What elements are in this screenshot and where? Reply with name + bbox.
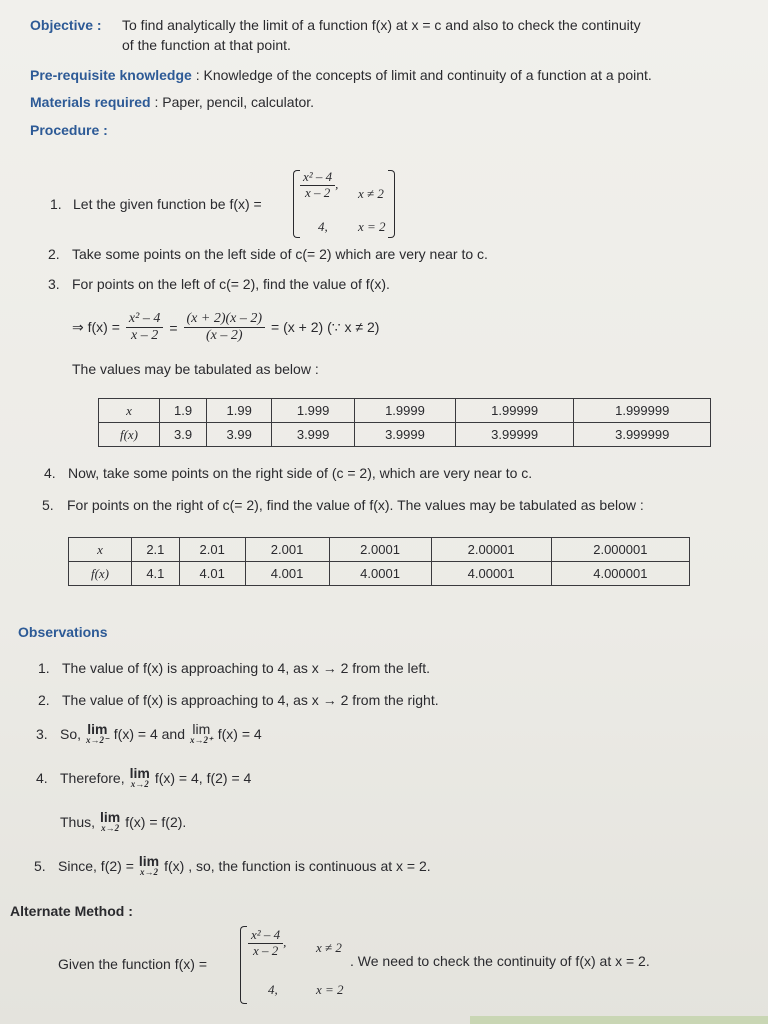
step1-case1-num: x² – 4: [300, 170, 335, 186]
table-cell: 3.9: [160, 423, 207, 447]
table-cell: f(x): [69, 562, 132, 586]
obs4-lim-sub: x→2: [130, 779, 149, 789]
table-row: [69, 562, 690, 586]
thus-lim-word: lim: [100, 809, 121, 825]
table-cell: x: [69, 538, 132, 562]
step4-num: 4.: [44, 465, 56, 481]
prerequisite-label: Pre-requisite knowledge: [30, 67, 192, 83]
materials-row: [30, 94, 314, 110]
table-cell: 1.99: [207, 399, 272, 423]
table-cell: x: [99, 399, 160, 423]
thus-lim-sub: x→2: [101, 823, 120, 833]
obs3-lim2-word: lim: [192, 721, 211, 737]
obs5-num: 5.: [34, 858, 46, 874]
obs3-line: [60, 722, 262, 745]
thus-post: f(x) = f(2).: [125, 814, 187, 830]
table-row: [69, 538, 690, 562]
obs3-post: f(x) = 4: [217, 726, 262, 742]
derivation-f1-den: x – 2: [131, 328, 159, 344]
obs4-pre: Therefore,: [60, 770, 125, 786]
alternate-label: Alternate Method :: [10, 903, 133, 919]
alternate-brace: [240, 926, 247, 1004]
obs3-pre: So,: [60, 726, 82, 742]
table-cell: 2.0001: [329, 538, 431, 562]
tabulated-left-text: The values may be tabulated as below :: [72, 361, 319, 377]
obs2-text: The value of f(x) is approaching to 4, as x → 2 from the right.: [62, 692, 439, 708]
alternate-after: . We need to check the continuity of f(x) at x = 2.: [350, 953, 650, 969]
step1-left-brace: [293, 170, 300, 238]
materials-label: Materials required: [30, 94, 151, 110]
step3-num: 3.: [48, 276, 60, 292]
obs5-lim-sub: x→2: [139, 867, 158, 877]
derivation-eq: =: [169, 319, 178, 336]
obs4-post: f(x) = 4, f(2) = 4: [154, 770, 252, 786]
step1-right-brace: [388, 170, 395, 238]
derivation-line: [72, 311, 379, 344]
table-left: [98, 398, 711, 447]
obs3-num: 3.: [36, 726, 48, 742]
step1-case1-fraction: $\frac{\text{x² – 4}}{x - 2}$ ,: [300, 170, 338, 201]
table-cell: 1.9999: [355, 399, 456, 423]
step1-case1-cond: x ≠ 2: [358, 186, 384, 201]
obs2-num: 2.: [38, 692, 50, 708]
table-cell: 1.999999: [574, 399, 711, 423]
table-cell: 3.99999: [455, 423, 574, 447]
step1-case2-val: 4,: [318, 219, 328, 234]
step2-num: 2.: [48, 246, 60, 262]
table-cell: 1.999: [272, 399, 355, 423]
table-cell: f(x): [99, 423, 160, 447]
table-cell: 2.01: [179, 538, 245, 562]
objective-line2: of the function at that point.: [122, 37, 291, 53]
table-cell: 1.9: [160, 399, 207, 423]
table-cell: 4.0001: [329, 562, 431, 586]
table-row: [99, 423, 711, 447]
table-cell: 2.000001: [551, 538, 689, 562]
obs4-lim-word: lim: [129, 765, 150, 781]
observations-label: Observations: [18, 624, 108, 640]
table-cell: 3.99: [207, 423, 272, 447]
obs5-lim-word: lim: [138, 853, 160, 869]
step5-text: For points on the right of c(= 2), find the value of f(x). The values may be tabulated as below :: [67, 497, 644, 513]
alternate-case2-cond: x = 2: [316, 982, 344, 997]
table-cell: 3.9999: [355, 423, 456, 447]
obs3-mid: f(x) = 4 and: [113, 726, 185, 742]
alternate-case2-val: 4,: [268, 982, 278, 997]
table-cell: 3.999999: [574, 423, 711, 447]
table-row: [99, 399, 711, 423]
step5-num: 5.: [42, 497, 54, 513]
obs1-text: The value of f(x) is approaching to 4, as x → 2 from the left.: [62, 660, 431, 676]
table-cell: 3.999: [272, 423, 355, 447]
obs5-pre: Since, f(2) =: [58, 858, 134, 874]
obs5-post: f(x) , so, the function is continuous at x = 2.: [164, 858, 431, 874]
derivation-lhs: ⇒ f(x) =: [72, 319, 120, 336]
table-cell: 1.99999: [455, 399, 574, 423]
obs3-lim2-sub: x→2⁺: [189, 735, 213, 745]
table-cell: 2.00001: [431, 538, 551, 562]
procedure-label: Procedure :: [30, 122, 108, 138]
materials-text: : Paper, pencil, calculator.: [154, 94, 315, 110]
step4-text: Now, take some points on the right side of (c = 2), which are very near to c.: [68, 465, 533, 481]
table-right: [68, 537, 690, 586]
alternate-text: Given the function f(x) =: [58, 956, 208, 972]
table-cell: 4.000001: [551, 562, 689, 586]
step1-case1-den: x – 2: [304, 184, 331, 200]
table-cell: 4.1: [132, 562, 180, 586]
step1-case2-cond: x = 2: [358, 219, 386, 234]
objective-line1: To find analytically the limit of a function f(x) at x = c and also to check the continuity: [122, 17, 641, 33]
step2-text: Take some points on the left side of c(= 2) which are very near to c.: [72, 246, 488, 262]
derivation-f1-num: x² – 4: [126, 311, 163, 328]
alternate-case1-cond: x ≠ 2: [316, 940, 342, 955]
table-cell: 4.00001: [431, 562, 551, 586]
obs5-line: [58, 854, 431, 877]
step1-text: Let the given function be f(x) =: [73, 196, 262, 212]
thus-line: [60, 810, 186, 833]
derivation-f2-num: (x + 2)(x – 2): [184, 311, 266, 328]
obs3-lim1-word: lim: [87, 721, 108, 737]
obs4-num: 4.: [36, 770, 48, 786]
prerequisite-text: : Knowledge of the concepts of limit and continuity of a function at a point.: [195, 67, 652, 83]
alternate-case1-den: x – 2: [252, 942, 279, 958]
obs3-lim1-sub: x→2⁻: [86, 735, 109, 745]
step3-text: For points on the left of c(= 2), find the value of f(x).: [72, 276, 390, 292]
thus-pre: Thus,: [60, 814, 96, 830]
table-cell: 4.001: [245, 562, 329, 586]
table-cell: 4.01: [179, 562, 245, 586]
prerequisite-row: [30, 67, 652, 83]
derivation-rhs: = (x + 2) (∵ x ≠ 2): [271, 319, 380, 336]
page-edge-strip: [470, 1016, 768, 1024]
obs1-num: 1.: [38, 660, 50, 676]
derivation-f2-den: (x – 2): [206, 328, 243, 344]
alternate-case1-num: x² – 4: [248, 928, 283, 944]
alternate-case1-fraction: $\frac{\text{x² – 4}}{x - 2}$ ,: [248, 928, 286, 959]
table-cell: 2.001: [245, 538, 329, 562]
objective-label: Objective :: [30, 17, 102, 33]
obs4-line: [60, 766, 251, 789]
step1-num: 1.: [50, 196, 62, 212]
table-cell: 2.1: [132, 538, 180, 562]
